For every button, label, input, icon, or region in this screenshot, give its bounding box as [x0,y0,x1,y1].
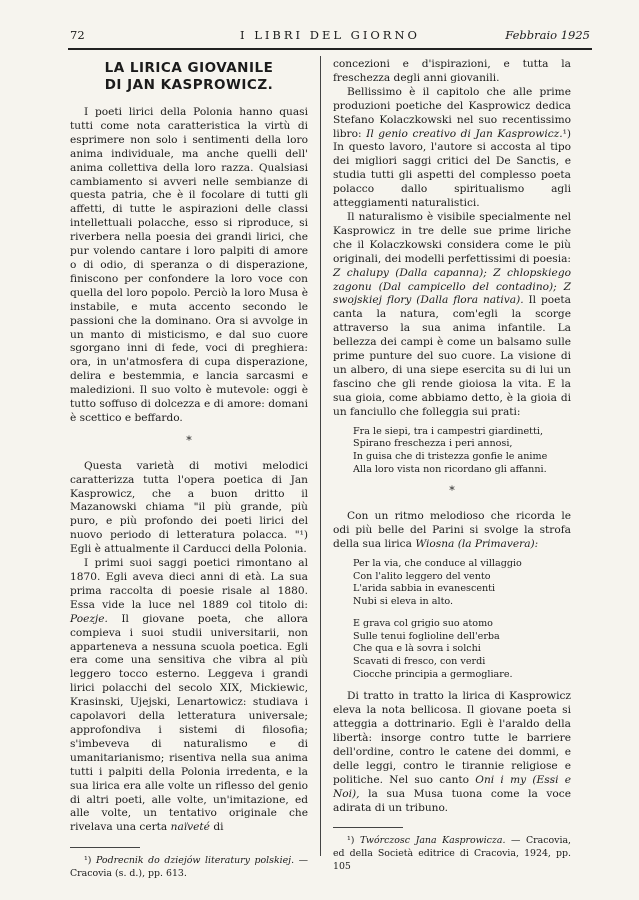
verse-line: Spirano freschezza i peri annosi, [353,438,513,450]
verse-line: E grava col grigio suo atomo [353,617,493,629]
word-naivete: naïveté [170,821,210,834]
poem-titles: Z chalupy (Dalla capanna); Z chlopskiego zagonu (Dal campicello del contadino); Z swojskiej flory (Dalla flora nativa). [333,266,571,307]
footnote-rule-2 [333,827,403,828]
verse-line: Con l'alito leggero del vento [353,570,491,582]
verse-line: Per la via, che conduce al villaggio [353,558,522,569]
issue-date: Febbraio 1925 [505,28,590,42]
footnote-rule [70,847,140,848]
section-separator: * [186,433,192,447]
verse-line: Fra le siepi, tra i campestri giardinetti, [353,425,544,437]
right-paragraph-2: Bellissimo è il capitolo che alle prime produzioni poetiche del Kasprowicz dedica Stefano Kolaczkowski nel suo recentissimo libro: Il genio creativo di Jan Kasprowicz.¹) In questo lavoro, l'autore si accosta al tipo dei migliori saggi critici del De Sanctis, e studia tutti gli aspetti del complesso poeta polacco dallo spiritualismo agli atteggiamenti naturalistici. [333,85,571,210]
verse-1 [353,426,571,477]
paragraph-3: I primi suoi saggi poetici rimontano al 1870. Egli aveva dieci anni di età. La sua prima raccolta di poesie risale al 1880. Essa vide la luce nel 1889 col titolo di: Poezje. Il giovane poeta, che allora compieva i suoi studii universitarii, non apparteneva a nessuna scuola poetica. Egli era come una sensitiva che vibra al più leggero tocco esterno. Leggeva i grandi lirici polacchi del secolo XIX, Mickiewic, Krasinski, Ujejski, Lenartowicz: studiava i capolavori della letteratura universale; approfondiva i sistemi di filosofia; s'imbeveva di naturalismo e di umanitarianismo; risentiva nella sua anima tutti i palpiti della Polonia irredenta, e la sua lirica era alle volte un riflesso del genio di altri poeti, alle volte, un'imitazione, ed alle volte, un tentativo originale che rivelava una certa naïveté di [70,557,308,834]
book-title-poezje: Poezje. [70,612,108,625]
footnote-1: ¹) Podrecnik do dziejów literatury polskiej. — Cracovia (s. d.), pp. 613. [70,855,309,880]
poem-title-oni: Oni i my (Essi e Noi), [333,773,572,800]
verse-line: In guisa che di tristezza gonfie le anime [353,450,548,462]
footnote-2: ¹) Twórczosc Jana Kasprowicza. — Cracovia, ed della Società editrice di Cracovia, 1924, pp. 105 [333,835,572,873]
poem-title-wiosna: Wiosna (la Primavera): [415,538,539,551]
header-rule [68,48,592,50]
verse-line: Che qua e là sovra i solchi [353,643,481,655]
verse-line: Scavati di fresco, con verdi [353,655,486,667]
right-paragraph-5: Di tratto in tratto la lirica di Kasprowicz eleva la nota bellicosa. Il giovane poeta si atteggia a dottrinario. Egli è l'araldo della libertà: insorge contro tutte le barriere dell'ordine, contro le catene dei dommi, e delle leggi, contro le tirannie religiose e politiche. Nel suo canto Oni i my (Essi e Noi), la sua Musa tuona come la voce adirata di un tribuno. [333,690,572,814]
verse-line: Ciocche principia a germogliare. [353,668,513,680]
right-column [333,58,571,873]
verse-line: L'arida sabbia in evanescenti [353,583,496,595]
intro-paragraph: I poeti lirici della Polonia hanno quasi tutti come nota caratteristica la virtù di esprimere non solo i sentimenti della loro anima individuale, ma anche quelli dell' anima collettiva della loro razza. Qualsiasi cambiamento si avveri nelle sembianze di questa patria, che è il focolare di tutti gli affetti, di tutte le aspirazioni delle classi intellettuali polacche, esso si riproduce, si riverbera nella poesia dei grandi lirici, che pur volendo cantare i loro palpiti di amore o di odio, di speranza o di disperazione, finiscono per confondere la loro voce con quella del loro popolo. Perciò la loro Musa è instabile, e muta accento secondo le passioni che la dominano. Ora si avvolge in un manto di misticismo, e dal suo cuore sgorgano inni di fede, voci di preghiera: ora, in un'atmosfera di cupa disperazione, delira e bestemmia, e lancia sarcasmi e maledizioni. Il suo volto è mutevole: oggi è tutto soffuso di dolcezza e di amore: domani è scettico e beffardo. [70,106,308,424]
right-paragraph-1: concezioni e d'ispirazioni, e tutta la freschezza degli anni giovanili. [333,58,571,84]
article-title [70,60,308,94]
stanza-1 [353,558,571,609]
left-column [70,58,308,880]
right-paragraph-3: Il naturalismo è visibile specialmente nel Kasprowicz in tre delle sue prime liriche che il Kolaczkowski considera come le più originali, dei modelli perfettissimi di poesia: Z chalupy (Dalla capanna); Z chlopskiego zagonu (Dal campicello del contadino); Z swojskiej flory (Dalla flora nativa). Il poeta canta la natura, com'egli la scorge attraverso la sua anima infantile. La bellezza dei campi è come un balsamo sulle prime punture del suo cuore. La visione di un albero, di una siepe esercita su di lui un fascino che gli rende gioiosa la vita. E la sua gioia, come abbiamo detto, è la gioia di un fanciullo che folleggia sui prati: [333,210,571,418]
book-title-genio: Il genio creativo di Jan Kasprowicz. [366,127,563,140]
verse-line: Nubi si eleva in alto. [353,596,454,608]
title-line-2: DI JAN KASPROWICZ. [104,77,274,93]
title-line-1: LA LIRICA GIOVANILE [104,60,274,76]
column-divider [320,56,321,856]
verse-line: Alla loro vista non ricordano gli affanni. [353,463,547,475]
section-separator-2: * [449,484,455,498]
paragraph-2: Questa varietà di motivi melodici caratterizza tutta l'opera poetica di Jan Kasprowicz, che a buon dritto il Mazanowski chiama "il più grande, più puro, e più profondo dei poeti lirici del nuovo periodo di letteratura polacca. "¹) Egli è attualmente il Carducci della Polonia. [70,459,308,556]
running-header [70,28,590,46]
verse-line: Sulle tenui foglioline dell'erba [353,630,500,642]
verse-2 [353,558,571,681]
journal-title: I LIBRI DEL GIORNO [240,28,420,42]
stanza-2 [353,618,571,682]
right-paragraph-4: Con un ritmo melodioso che ricorda le odi più belle del Parini si svolge la strofa della sua lirica Wiosna (la Primavera): [333,510,571,551]
page-number: 72 [70,28,85,42]
